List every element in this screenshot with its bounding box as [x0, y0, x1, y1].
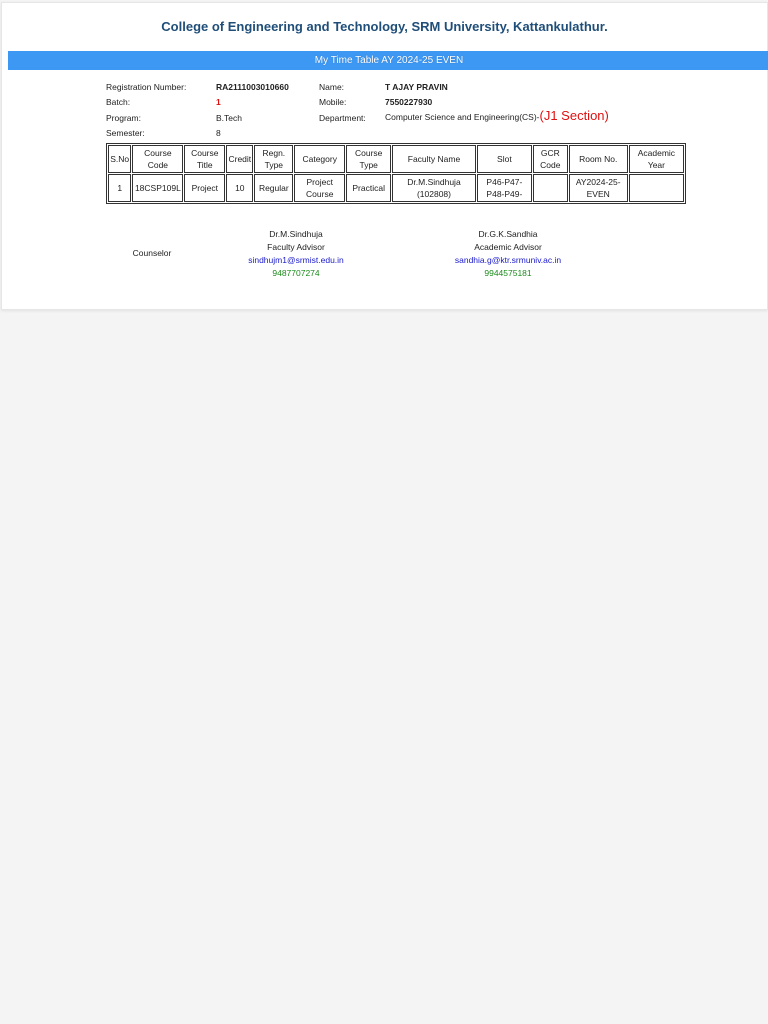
counselor-label: Counselor: [132, 248, 172, 258]
program-value: B.Tech: [216, 113, 242, 123]
cell-slot: P46-P47-P48-P49-: [477, 174, 532, 202]
cell-sno: 1: [108, 174, 131, 202]
registration-label: Registration Number:: [106, 82, 187, 92]
faculty-advisor-signature: [226, 228, 366, 280]
col-slot: Slot: [477, 145, 532, 173]
col-academic-year: Academic Year: [629, 145, 684, 173]
col-credit: Credit: [226, 145, 253, 173]
col-regn-type: Regn. Type: [254, 145, 293, 173]
faculty-advisor-role: Faculty Advisor: [267, 242, 325, 252]
academic-advisor-email[interactable]: sandhia.g@ktr.srmuniv.ac.in: [454, 255, 562, 265]
cell-regn-type: Regular: [254, 174, 293, 202]
col-course-type: Course Type: [346, 145, 391, 173]
faculty-advisor-email[interactable]: sindhujm1@srmist.edu.in: [248, 255, 344, 265]
cell-room-no: AY2024-25-EVEN: [569, 174, 628, 202]
name-label: Name:: [319, 82, 345, 92]
batch-label: Batch:: [106, 97, 131, 107]
mobile-value: 7550227930: [385, 97, 433, 107]
semester-label: Semester:: [106, 128, 145, 138]
department-name: Computer Science and Engineering(CS)-: [385, 112, 540, 122]
batch-value: 1: [216, 97, 221, 107]
table-header-row: [108, 145, 684, 173]
col-room-no: Room No.: [569, 145, 628, 173]
mobile-label: Mobile:: [319, 97, 347, 107]
table-row: [108, 174, 684, 202]
faculty-advisor-phone: 9487707274: [272, 268, 320, 278]
col-course-title: Course Title: [184, 145, 225, 173]
col-course-code: Course Code: [132, 145, 183, 173]
col-category: Category: [294, 145, 345, 173]
cell-gcr-code: [533, 174, 568, 202]
college-title: College of Engineering and Technology, SRM University, Kattankulathur.: [161, 19, 608, 34]
cell-course-type: Practical: [346, 174, 391, 202]
timetable-card: [1, 2, 768, 310]
timetable-table: [106, 143, 686, 204]
name-value: T AJAY PRAVIN: [385, 82, 448, 92]
registration-value: RA2111003010660: [216, 82, 289, 92]
cell-course-code: 18CSP109L: [132, 174, 183, 202]
department-value: [385, 108, 609, 123]
col-gcr-code: GCR Code: [533, 145, 568, 173]
cell-academic-year: [629, 174, 684, 202]
timetable-banner: My Time Table AY 2024-25 EVEN: [8, 51, 768, 70]
academic-advisor-signature: [428, 228, 588, 280]
faculty-advisor-name: Dr.M.Sindhuja: [269, 229, 323, 239]
cell-course-title: Project: [184, 174, 225, 202]
semester-value: 8: [216, 128, 221, 138]
section-tag: (J1 Section): [539, 108, 609, 123]
col-faculty-name: Faculty Name: [392, 145, 476, 173]
col-sno: S.No: [108, 145, 131, 173]
cell-faculty-name: Dr.M.Sindhuja (102808): [392, 174, 476, 202]
counselor-signature: [112, 247, 192, 260]
department-label: Department:: [319, 113, 366, 123]
academic-advisor-role: Academic Advisor: [474, 242, 542, 252]
program-label: Program:: [106, 113, 141, 123]
cell-credit: 10: [226, 174, 253, 202]
academic-advisor-name: Dr.G.K.Sandhia: [478, 229, 538, 239]
cell-category: Project Course: [294, 174, 345, 202]
academic-advisor-phone: 9944575181: [484, 268, 532, 278]
